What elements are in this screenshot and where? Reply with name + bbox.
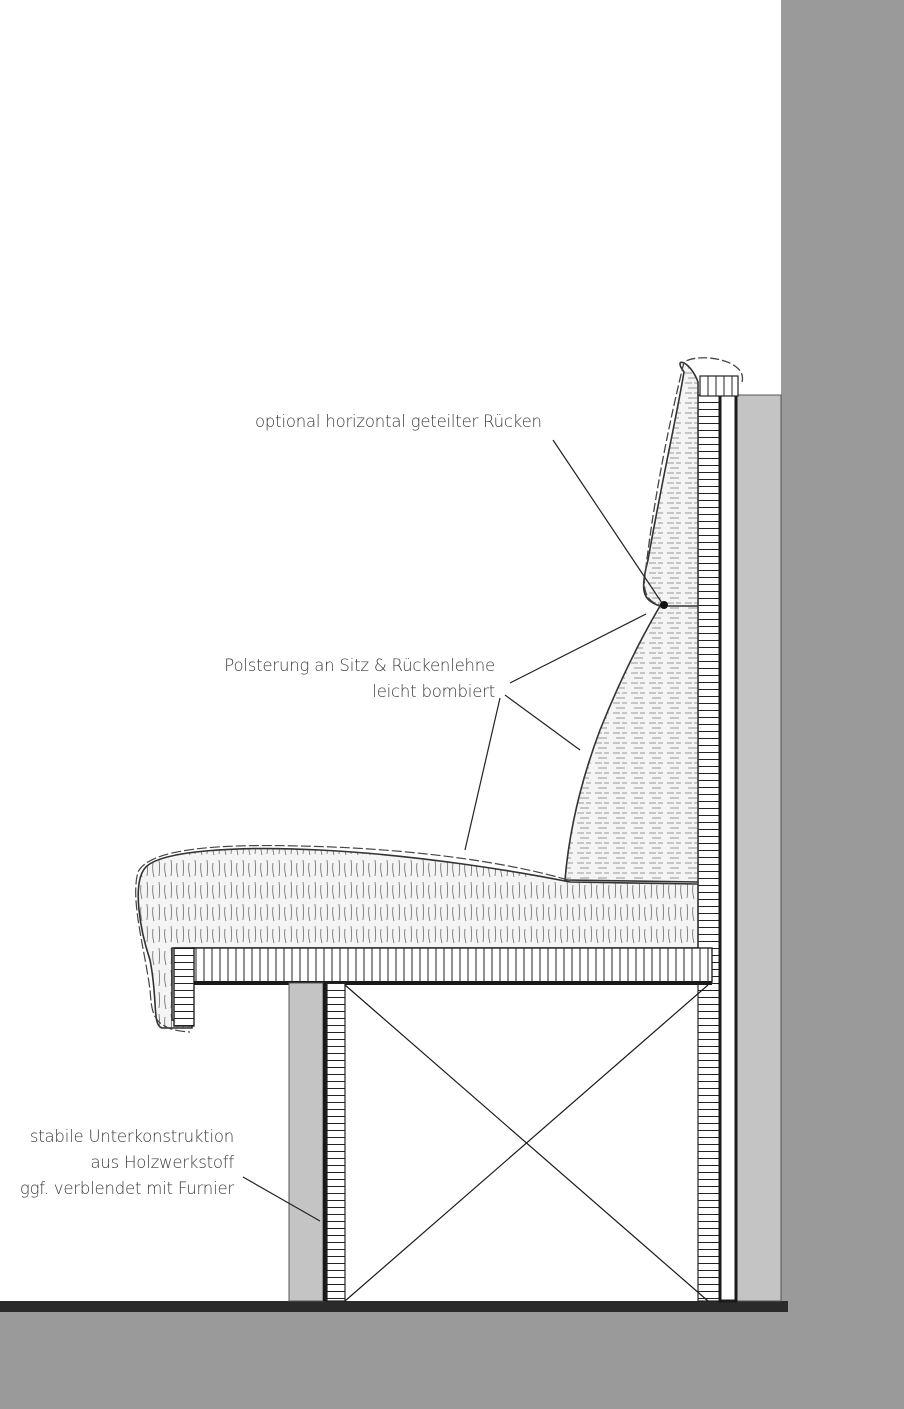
annotation-base-line3: ggf. verblendet mit Furnier (19, 1179, 234, 1198)
annotation-padding-line2: leicht bombiert (372, 682, 495, 701)
leader-padding-mid (505, 695, 580, 750)
annotation-base-line2: aus Holzwerkstoff (90, 1153, 234, 1172)
front-veneer-panel (289, 983, 323, 1301)
back-frame (720, 395, 736, 1301)
annotation-padding-line1: Polsterung an Sitz & Rückenlehne (224, 656, 495, 675)
wall-panel (737, 395, 781, 1301)
seat-board-front (174, 948, 194, 1026)
annotation-back-split (255, 409, 542, 435)
annotation-base (20, 1124, 234, 1202)
front-inner-board (327, 983, 345, 1301)
seat-board (192, 948, 712, 982)
annotation-base-line1: stabile Unterkonstruktion (29, 1127, 234, 1146)
back-cap (700, 376, 738, 396)
annotation-back-split-text: optional horizontal geteilter Rücken (255, 412, 542, 431)
back-cushion (565, 362, 698, 882)
leader-padding-seat (465, 698, 500, 850)
back-board (698, 395, 720, 1301)
leader-back-split (553, 440, 662, 603)
floor (0, 1312, 904, 1409)
wall (781, 0, 904, 1409)
annotation-padding (224, 653, 495, 705)
floor-slab-line (0, 1301, 788, 1312)
